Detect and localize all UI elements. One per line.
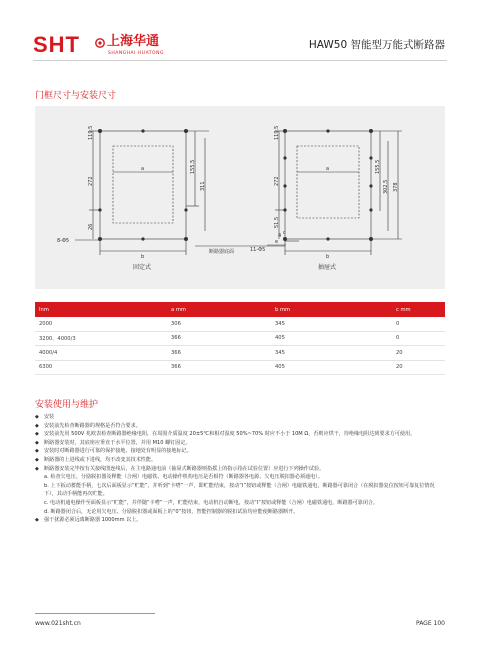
- table-row: [35, 360, 445, 375]
- mount-hole: [184, 208, 187, 211]
- dim-label: e: [275, 239, 279, 245]
- dim-label: a: [326, 166, 330, 172]
- mount-hole: [369, 237, 373, 241]
- list-item: ◆ 安装时对断路器进行可靠的保护接地，接地处有明显的接地标记。: [35, 448, 192, 455]
- table-cell: 3200、4000/3: [35, 331, 171, 346]
- sub-list-item: d. 断路器闭合后，无论用欠电压、分励脱扣器或面板上的“0”按钮，智能控制器的脱扣试验均应能使断路器断开。: [44, 508, 299, 515]
- mount-hole: [369, 156, 372, 159]
- table-cell: 366: [171, 346, 275, 361]
- table-cell: 20: [396, 346, 445, 361]
- table-cell: 306: [171, 317, 275, 331]
- diamond-bullet-icon: ◆: [35, 465, 39, 472]
- table-cell: 2000: [35, 317, 171, 331]
- dim-label: c: [283, 230, 286, 236]
- drawout-type-caption: 抽屉式: [318, 264, 337, 271]
- list-item: ◆ 断路器的上进线或下进线，均不改变其技术性能。: [35, 456, 157, 463]
- table-cell: 405: [275, 360, 396, 375]
- list-item: ◆ 断路器安装完毕按有关接线图连线后，在主电路通电前（抽屉式断路器则指摇上的指示指在试验位置）应进行下列操作试验。: [35, 465, 325, 472]
- diamond-bullet-icon: ◆: [35, 517, 39, 524]
- footer-divider: [35, 613, 155, 614]
- footer-website-link[interactable]: www.021sht.cn: [35, 620, 81, 627]
- dim-label: 155.5: [190, 159, 196, 174]
- diamond-bullet-icon: ◆: [35, 431, 39, 438]
- table-header-row: [35, 302, 445, 317]
- diamond-bullet-icon: ◆: [35, 422, 39, 429]
- mount-hole: [141, 129, 144, 132]
- table-cell: 20: [396, 360, 445, 375]
- sub-list-item: c. 电动机通电操作至面板显示“贮能”，并伴随“卡嗒”一声，贮能结束，电动机自动断电，按动“I”按钮或释能（合闸）电磁铁通电，断路器可靠闭合。: [44, 499, 379, 506]
- dim-label: 272: [274, 176, 280, 186]
- mount-hole: [369, 208, 372, 211]
- mount-hole: [184, 237, 188, 241]
- dim-label: b: [141, 254, 145, 260]
- mount-hole: [141, 237, 144, 240]
- section-title-installation: 安装使用与维护: [35, 400, 99, 410]
- table-row: [35, 317, 445, 331]
- dimension-diagram-panel: [35, 106, 445, 289]
- column-header: Inm: [35, 302, 171, 317]
- dimension-table: [35, 302, 445, 375]
- mount-hole: [98, 237, 102, 241]
- column-header: c mm: [396, 302, 445, 317]
- dim-label: 119.5: [88, 125, 94, 140]
- header-divider: [33, 60, 447, 61]
- mount-hole: [369, 184, 372, 187]
- dim-label: 311: [200, 181, 206, 191]
- mount-hole: [283, 129, 287, 133]
- drawout-door-frame-outline: [285, 131, 371, 239]
- table-cell: 6300: [35, 360, 171, 375]
- dim-label: 11-Φ5: [250, 247, 266, 253]
- mount-hole: [283, 156, 286, 159]
- sub-list-item: b. 上下扳动蓄能手柄，七次后面板显示“贮能”，并听到“卡嗒”一声，即贮能结束，按动“I”按钮或释能（合闸）电磁铁通电，断路器可靠闭合（在脱扣器复位按钮可靠复位情况下），其动手柄能再次贮能。: [44, 482, 435, 498]
- dim-label: 302.5: [383, 179, 389, 194]
- page-number: PAGE 100: [415, 620, 445, 627]
- brand-logo-mark-icon: [95, 38, 105, 48]
- mount-hole: [326, 237, 329, 240]
- dim-label: 51.5: [274, 216, 280, 228]
- brand-logo-text: SHT: [33, 32, 80, 57]
- mount-hole: [283, 237, 287, 241]
- dim-label: 26: [88, 223, 94, 230]
- mount-hole: [98, 208, 101, 211]
- table-cell: 345: [275, 317, 396, 331]
- mount-hole: [283, 208, 286, 211]
- dim-label: 8-Φ5: [57, 238, 70, 244]
- table-cell: 366: [171, 331, 275, 346]
- mount-hole: [98, 129, 102, 133]
- table-cell: 345: [275, 346, 396, 361]
- table-cell: 366: [171, 360, 275, 375]
- sub-list-item: a. 检查欠电压、分励脱扣器及释能（合闸）电磁铁、电动操作机构电压是否相符（断路器各电源、欠电压脱扣器必须通电）。: [44, 474, 323, 481]
- drawout-cutout-outline: [297, 146, 359, 218]
- brand-name-en: SHANGHAI HUATONG: [108, 51, 164, 56]
- dim-label: b: [326, 254, 330, 260]
- fixed-cutout-outline: [113, 146, 173, 223]
- table-cell: 0: [396, 331, 445, 346]
- list-item: ◆ 安装前先检查断路器的规格是否符合要求。: [35, 422, 141, 429]
- list-item: ◆ 安装前先用 500V 兆欧表检查断路器绝缘电阻，在周围介质温度 20±5℃和相对湿度 50%~70% 时应不小于 10M Ω，否则应烘干，待绝缘电阻达到要求方可使用。: [35, 431, 416, 438]
- dim-label: 4: [278, 233, 282, 239]
- table-row: [35, 346, 445, 361]
- diamond-bullet-icon: ◆: [35, 414, 39, 420]
- table-row: [35, 331, 445, 346]
- list-item: ◆ 强干扰源必须远离断路器 1000mm 以上。: [35, 517, 142, 524]
- mount-hole: [326, 129, 329, 132]
- table-cell: 405: [275, 331, 396, 346]
- dimension-drawing: [35, 106, 445, 289]
- diamond-bullet-icon: ◆: [35, 439, 39, 446]
- installation-notes: [35, 413, 447, 525]
- dim-label: 378: [393, 182, 399, 192]
- dim-label: 119.5: [274, 125, 280, 140]
- table-cell: 0: [396, 317, 445, 331]
- brand-name-cn: 上海华通: [107, 34, 160, 49]
- diamond-bullet-icon: ◆: [35, 456, 39, 463]
- diamond-bullet-icon: ◆: [35, 448, 39, 455]
- dim-label: a: [141, 166, 145, 172]
- document-title: HAW50 智能型万能式断路器: [308, 39, 445, 51]
- fixed-type-caption: 固定式: [133, 264, 152, 271]
- mount-hole: [369, 129, 373, 133]
- mount-hole: [283, 184, 286, 187]
- column-header: b mm: [275, 302, 396, 317]
- dim-label: 272: [88, 176, 94, 186]
- table-cell: 4000/4: [35, 346, 171, 361]
- column-header: a mm: [171, 302, 275, 317]
- breaker-bottom-label: 断路器底面: [209, 249, 235, 255]
- list-item: ◆ 断路器安装时，其底座应垂直于水平位置，并用 M10 螺钉固定。: [35, 439, 191, 446]
- section-title-dimensions: 门框尺寸与安装尺寸: [35, 91, 117, 101]
- mount-hole: [184, 129, 188, 133]
- dim-label: 155.5: [375, 159, 381, 174]
- list-item: ◆ 安装: [35, 414, 55, 420]
- page-header: [0, 0, 480, 62]
